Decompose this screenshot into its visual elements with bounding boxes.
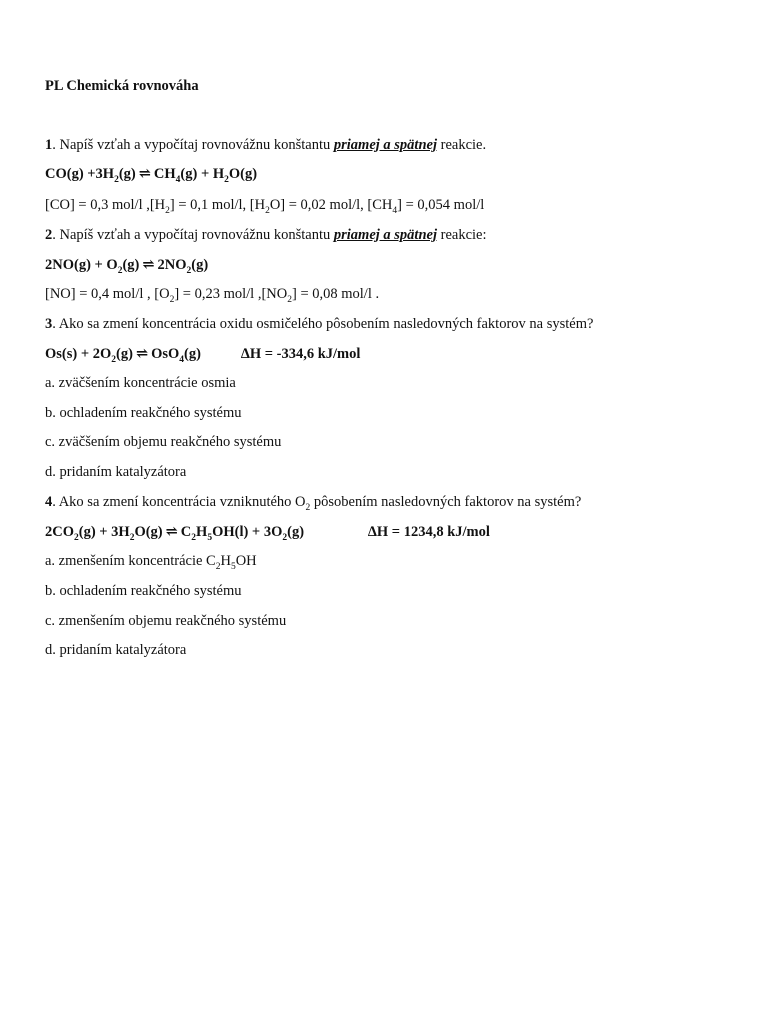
equilibrium-arrow: ⇌: [165, 524, 178, 540]
emphasis: priamej a spätnej: [333, 137, 437, 153]
option-3c: c. zväčšením objemu reakčného systému: [45, 434, 282, 450]
equation-3: $Os(s) + 2O_2(g)$ ⇌ OsO$_4$(g) ∆H = -334,6 kJ/mol: [45, 346, 361, 365]
option-4b: b. ochladením reakčného systému: [45, 583, 242, 599]
option-4c: c. zmenšením objemu reakčného systému: [45, 613, 287, 629]
question-3: 3. Ako sa zmení koncentrácia oxidu osmičelého pôsobením nasledovných faktorov na systém?: [45, 316, 594, 332]
concentrations-1: [CO] = 0,3 mol/l $,[H_2] = 0,1$ mol/l, $[H_2O] = 0,02$ mol/l, $[CH_4] = 0,054$ mol/l: [45, 197, 485, 216]
emphasis: priamej a spätnej: [333, 227, 437, 243]
equilibrium-arrow: ⇌: [135, 346, 149, 362]
question-number: 2: [45, 227, 53, 243]
enthalpy-change: ∆H = 1234,8 kJ/mol: [368, 524, 490, 540]
question-number: 4: [45, 494, 53, 510]
equation-1: $CO(g) +3H_2(g)$ ⇌ $CH_4(g) + H_2O(g)$: [45, 166, 258, 185]
enthalpy-change: ∆H = -334,6 kJ/mol: [240, 346, 361, 362]
equation-2: $2NO(g) + O_2(g)$ ⇌ $2NO_2(g)$: [45, 257, 209, 276]
equilibrium-arrow: ⇌: [138, 166, 151, 182]
equilibrium-arrow: ⇌: [142, 257, 155, 273]
equation-4: $2CO_2(g) + 3H_2O(g)$ ⇌ $C_2H_5OH(l) + 3O_2(g) \Delta H = 1234,8$ kJ/mol: [45, 524, 490, 543]
question-2: 2. Napíš vzťah a vypočítaj rovnovážnu konštantu priamej a spätnej reakcie:: [45, 227, 487, 243]
option-3d: d. pridaním katalyzátora: [45, 464, 187, 480]
page-title: PL Chemická rovnováha: [45, 78, 199, 94]
question-1: 1. Napíš vzťah a vypočítaj rovnovážnu konštantu priamej a spätnej reakcie.: [45, 137, 487, 153]
option-4a: a. zmenšením koncentrácie $C_2H_5OH$: [45, 553, 257, 572]
question-number: 1: [45, 137, 53, 153]
option-4d: d. pridaním katalyzátora: [45, 642, 187, 658]
option-3a: a. zväčšením koncentrácie osmia: [45, 375, 236, 391]
question-4: 4. Ako sa zmení koncentrácia vzniknutého $O_2$ pôsobením nasledovných faktorov na systém?: [45, 494, 582, 513]
option-3b: b. ochladením reakčného systému: [45, 405, 242, 421]
question-number: 3: [45, 316, 53, 332]
concentrations-2: [NO] = 0,4 mol/l , $[O_2] = 0,23$ mol/l $,[NO_2] = 0,08$ mol/l .: [45, 286, 380, 305]
